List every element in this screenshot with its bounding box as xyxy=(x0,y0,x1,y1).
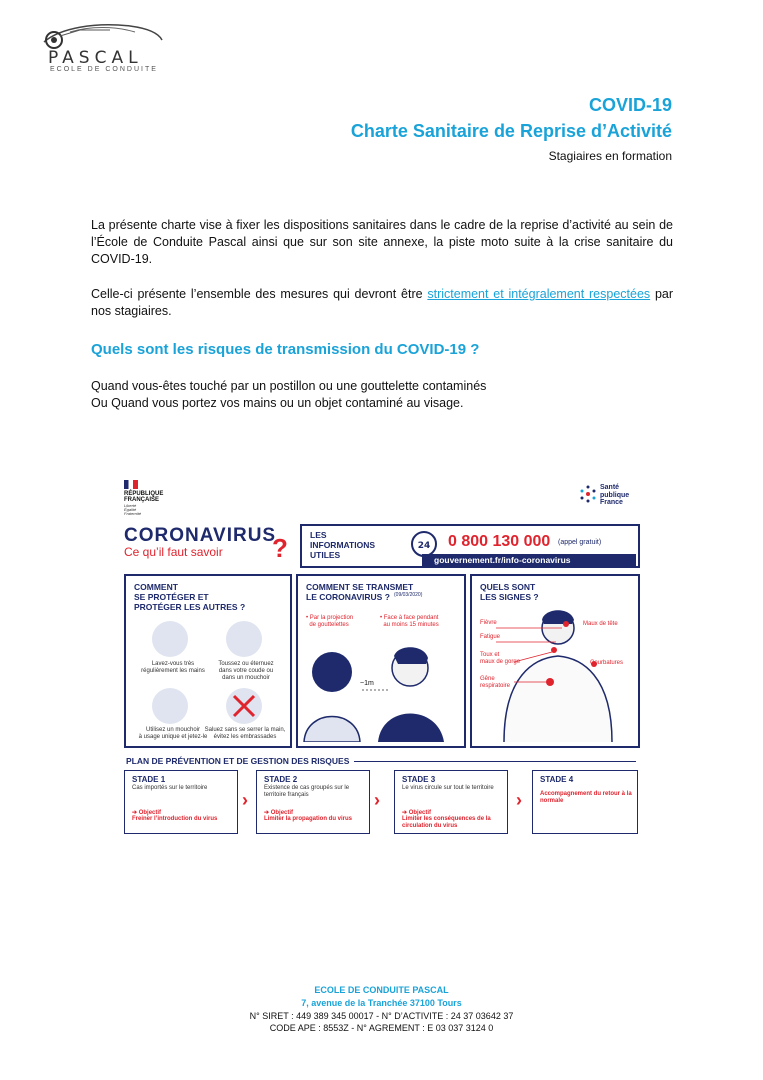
stage-name: STADE 1 xyxy=(132,775,166,784)
stage-objective: Accompagnement du retour à la normale xyxy=(540,791,632,804)
stage-desc: Existence de cas groupés sur le territoire français xyxy=(264,785,350,798)
stage-objective-label: ➔ Objectif xyxy=(402,810,432,816)
republic-motto: Liberté Égalité Fraternité xyxy=(124,503,142,516)
motorcycle-logo-icon xyxy=(40,18,165,52)
no-handshake-icon xyxy=(226,688,262,724)
transmit-item-1: • Par la projection de gouttelettes xyxy=(306,615,354,628)
marianne-flag-icon xyxy=(124,480,138,489)
tissue-icon xyxy=(152,688,188,724)
stage-objective-label: ➔ Objectif xyxy=(264,810,294,816)
sign-fever: Fièvre xyxy=(480,620,497,626)
plan-title: PLAN DE PRÉVENTION ET DE GESTION DES RISQUES xyxy=(126,756,350,766)
question-mark-icon: ? xyxy=(272,533,288,563)
republic-label: RÉPUBLIQUE FRANÇAISE xyxy=(124,491,164,503)
cough-elbow-icon xyxy=(226,621,262,657)
footer-school: ECOLE DE CONDUITE PASCAL xyxy=(314,985,449,995)
stage-desc: Le virus circule sur tout le territoire xyxy=(402,785,494,791)
sign-breathing: Gêne respiratoire xyxy=(480,676,511,689)
handwash-icon xyxy=(152,621,188,657)
section-heading: Quels sont les risques de transmission du COVID-19 ? xyxy=(91,341,480,358)
sign-cough: Toux et maux de gorge xyxy=(480,652,521,665)
stage-1 xyxy=(124,770,238,834)
chevron-right-icon: › xyxy=(374,790,380,810)
protect-item-1: Lavez-vous très régulièrement les mains xyxy=(141,661,205,674)
svg-text:24: 24 xyxy=(417,541,431,551)
measures-paragraph xyxy=(91,286,673,320)
logo-brand: PASCAL xyxy=(48,48,143,68)
phone-note: (appel gratuit) xyxy=(558,539,602,546)
two-people-illustration-icon xyxy=(298,638,460,742)
stage-4 xyxy=(532,770,638,834)
risk-line-1: Quand vous-êtes touché par un postillon ou une gouttelette contaminés xyxy=(91,379,487,393)
measures-link[interactable]: strictement et intégralement respectées xyxy=(427,287,651,301)
plan-divider xyxy=(354,761,636,762)
signs-title: QUELS SONT LES SIGNES ? xyxy=(480,582,539,602)
stage-objective: Freiner l’introduction du virus xyxy=(132,816,218,822)
transmit-item-2: • Face à face pendant au moins 15 minutes xyxy=(380,615,439,628)
transmit-title: COMMENT SE TRANSMET LE CORONAVIRUS ? xyxy=(306,582,414,602)
sign-fatigue: Fatigue xyxy=(480,634,501,640)
intro-paragraph: La présente charte vise à fixer les dispositions sanitaires dans le cadre de la reprise d’activité au sein de l’École de Conduite Pascal ainsi que sur son site annexe, la piste moto suite à la crise sanitaire du COVID-19. xyxy=(91,218,673,266)
footer-ape: CODE APE : 8553Z - N° AGREMENT : E 03 037 3124 0 xyxy=(269,1023,494,1033)
transmit-date: (09/03/2020) xyxy=(394,592,423,598)
protect-item-2: Toussez ou éternuez dans votre coude ou dans un mouchoir xyxy=(218,661,274,681)
poster-subtitle: Ce qu’il faut savoir xyxy=(124,545,223,559)
stage-name: STADE 3 xyxy=(402,775,436,784)
stage-name: STADE 2 xyxy=(264,775,298,784)
protect-title: COMMENT SE PROTÉGER ET PROTÉGER LES AUTRES ? xyxy=(134,582,246,612)
risk-line-2: Ou Quand vous portez vos mains ou un objet contaminé au visage. xyxy=(91,396,464,410)
measures-text-after: par nos stagiaires. xyxy=(91,287,674,318)
stage-2 xyxy=(256,770,370,834)
stage-name: STADE 4 xyxy=(540,775,574,784)
sign-headache: Maux de tête xyxy=(583,621,618,627)
measures-text-before: Celle-ci présente l’ensemble des mesures qui devront être xyxy=(91,287,428,301)
doc-subtitle: Stagiaires en formation xyxy=(548,149,672,163)
stage-desc: Cas importés sur le territoire xyxy=(132,785,208,791)
school-logo xyxy=(40,18,165,78)
protect-item-4: Saluez sans se serrer la main, évitez les embrassades xyxy=(204,727,286,740)
stage-objective: Limiter la propagation du virus xyxy=(264,816,353,822)
logo-tagline: ECOLE DE CONDUITE xyxy=(50,66,158,73)
phone-number: 0 800 130 000 xyxy=(448,533,551,550)
sante-publique-label: Santé publique France xyxy=(600,484,630,506)
stage-objective-label: ➔ Objectif xyxy=(132,810,162,816)
website-link[interactable]: gouvernement.fr/info-coronavirus xyxy=(434,555,571,565)
stage-objective: Limiter les conséquences de la circulation du virus xyxy=(402,816,491,829)
coronavirus-poster xyxy=(118,478,640,840)
sante-publique-dots-icon xyxy=(578,484,598,504)
poster-title: CORONAVIRUS xyxy=(124,525,277,546)
distance-label: ~1m xyxy=(360,680,374,687)
stage-3 xyxy=(394,770,508,834)
protect-item-3: Utilisez un mouchoir à usage unique et jetez-le xyxy=(138,727,208,740)
footer-address: 7, avenue de la Tranchée 37100 Tours xyxy=(301,998,462,1008)
info-label: LES INFORMATIONS UTILES xyxy=(310,530,376,560)
doc-title-line1: COVID-19 xyxy=(588,95,672,115)
footer-siret: N° SIRET : 449 389 345 00017 - N° D’ACTIVITE : 24 37 03642 37 xyxy=(249,1011,514,1021)
chevron-right-icon: › xyxy=(516,790,522,810)
sign-aches: Courbatures xyxy=(590,660,624,666)
doc-title-line2: Charte Sanitaire de Reprise d’Activité xyxy=(350,121,672,141)
chevron-right-icon: › xyxy=(242,790,248,810)
